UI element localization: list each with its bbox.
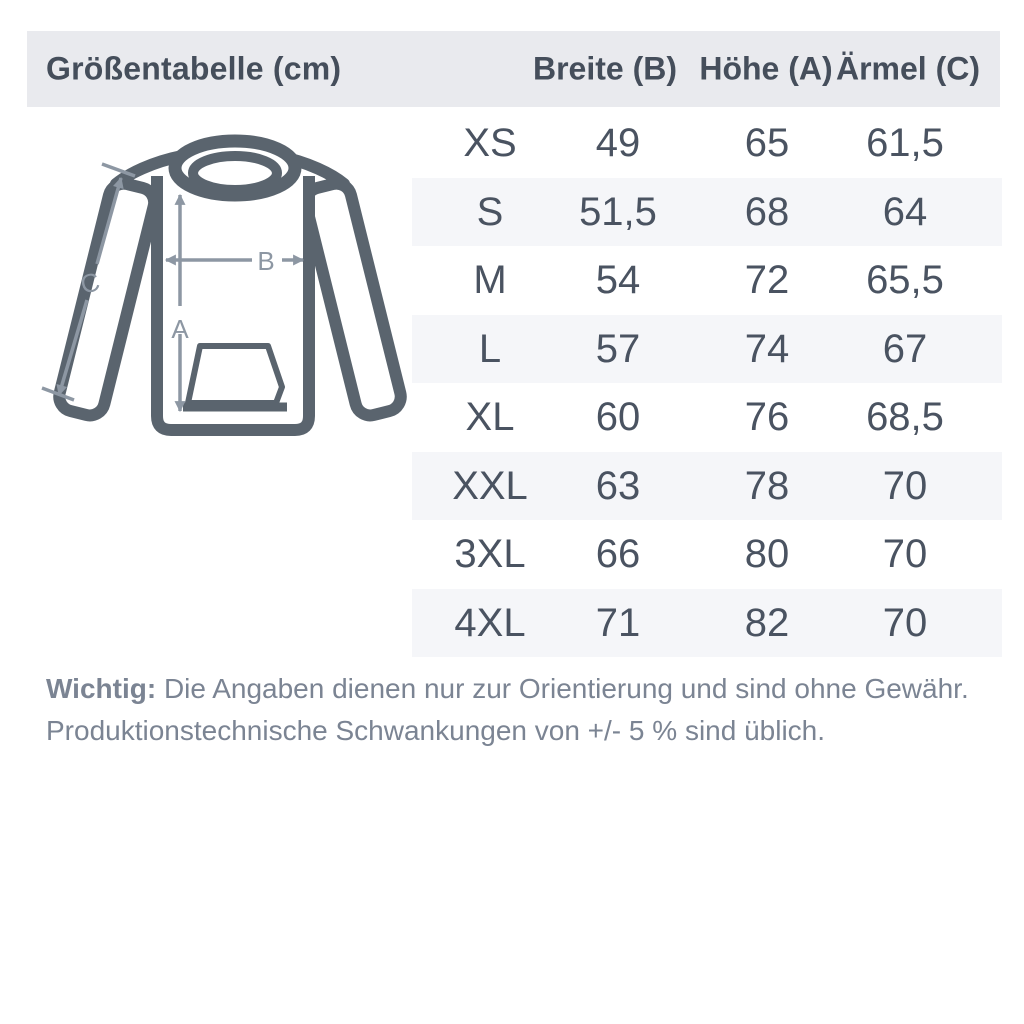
aermel-cell: 70 xyxy=(882,532,928,577)
breite-cell: 49 xyxy=(595,121,641,166)
table-row xyxy=(412,178,1002,247)
column-header-hoehe: Höhe (A) xyxy=(699,50,833,87)
hoehe-cell: 72 xyxy=(744,258,790,303)
table-header xyxy=(27,31,1000,107)
table-row xyxy=(412,383,1002,452)
aermel-cell: 68,5 xyxy=(866,395,944,440)
hoehe-cell: 76 xyxy=(744,395,790,440)
breite-cell: 60 xyxy=(595,395,641,440)
aermel-cell: 65,5 xyxy=(866,258,944,303)
size-cell: XS xyxy=(463,121,517,166)
breite-cell: 63 xyxy=(595,463,641,508)
disclaimer-note xyxy=(46,668,986,752)
column-header-aermel: Ärmel (C) xyxy=(835,50,981,87)
note-line-2: Produktionstechnische Schwankungen von +/- 5 % sind üblich. xyxy=(46,715,826,746)
aermel-cell: 70 xyxy=(882,600,928,645)
table-row xyxy=(412,109,1002,178)
aermel-cell: 70 xyxy=(882,463,928,508)
breite-cell: 51,5 xyxy=(579,189,657,234)
hoodie-icon xyxy=(56,141,404,430)
aermel-cell: 64 xyxy=(882,189,928,234)
hoehe-cell: 74 xyxy=(744,326,790,371)
table-row xyxy=(412,520,1002,589)
table-row xyxy=(412,315,1002,384)
aermel-cell: 67 xyxy=(882,326,928,371)
pocket xyxy=(188,346,282,403)
size-cell: M xyxy=(473,258,507,303)
aermel-cell: 61,5 xyxy=(866,121,944,166)
hoehe-cell: 68 xyxy=(744,189,790,234)
note-line-1: Wichtig: Die Angaben dienen nur zur Orientierung und sind ohne Gewähr. xyxy=(46,673,969,704)
hoehe-cell: 78 xyxy=(744,463,790,508)
size-cell: XXL xyxy=(452,463,528,508)
size-cell: 3XL xyxy=(454,532,526,577)
left-sleeve xyxy=(56,180,157,418)
hoehe-cell: 65 xyxy=(744,121,790,166)
column-header-breite: Breite (B) xyxy=(532,50,678,87)
label-a: A xyxy=(171,314,189,344)
breite-cell: 57 xyxy=(595,326,641,371)
table-row xyxy=(412,589,1002,658)
breite-cell: 66 xyxy=(595,532,641,577)
size-cell: S xyxy=(476,189,504,234)
breite-cell: 71 xyxy=(595,600,641,645)
hood-inner xyxy=(193,156,277,190)
note-label: Wichtig: xyxy=(46,673,157,704)
table-row xyxy=(412,246,1002,315)
label-c: C xyxy=(77,266,103,300)
size-cell: L xyxy=(478,326,502,371)
page-title: Größentabelle (cm) xyxy=(46,50,342,87)
right-sleeve xyxy=(303,180,404,418)
hoehe-cell: 82 xyxy=(744,600,790,645)
size-cell: XL xyxy=(465,395,515,440)
size-table-body xyxy=(412,109,1002,657)
table-row xyxy=(412,452,1002,521)
hoehe-cell: 80 xyxy=(744,532,790,577)
breite-cell: 54 xyxy=(595,258,641,303)
hoodie-measurement-diagram xyxy=(40,120,420,460)
label-b: B xyxy=(257,246,275,276)
size-cell: 4XL xyxy=(454,600,526,645)
